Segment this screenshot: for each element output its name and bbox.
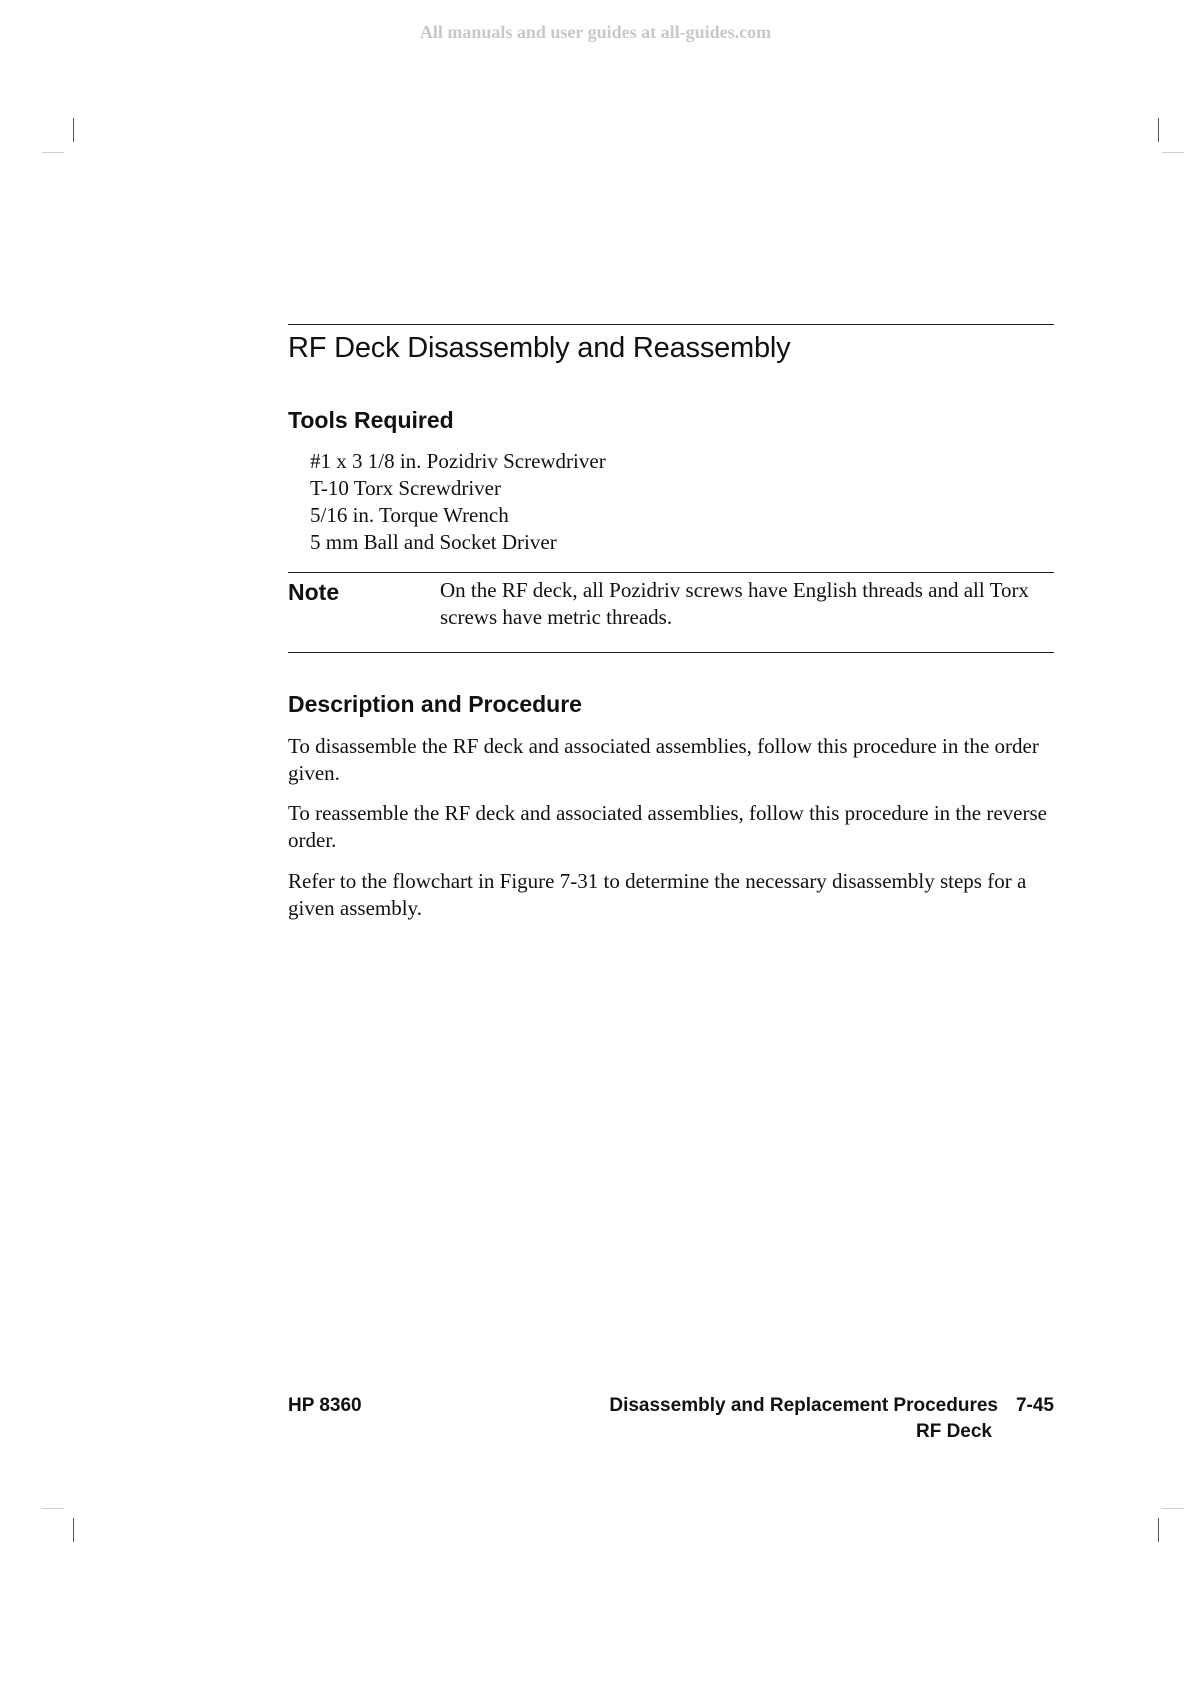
footer-chapter-page: [609, 1394, 1054, 1418]
tool-item: #1 x 3 1/8 in. Pozidriv Screwdriver: [310, 449, 606, 473]
crop-mark-bottom-right: [1158, 1518, 1159, 1542]
note-text: On the RF deck, all Pozidriv screws have English threads and all Torx screws have metric threads.: [440, 578, 1029, 629]
description-paragraph: To disassemble the RF deck and associated assemblies, follow this procedure in the order given.: [288, 734, 1039, 785]
title-rule: [288, 324, 1054, 325]
footer-section: RF Deck: [915, 1421, 992, 1442]
tool-item: 5/16 in. Torque Wrench: [310, 503, 509, 527]
footer-chapter: Disassembly and Replacement Procedures: [609, 1395, 998, 1416]
page-title: RF Deck Disassembly and Reassembly: [288, 332, 791, 364]
note-top-rule: [288, 572, 1054, 573]
description-paragraph: To reassemble the RF deck and associated assemblies, follow this procedure in the reverse order.: [288, 801, 1047, 852]
crop-mark-bottom-left-h: [42, 1508, 64, 1509]
tools-heading: Tools Required: [288, 407, 454, 433]
crop-mark-bottom-right-h: [1162, 1508, 1184, 1509]
crop-mark-top-left: [73, 118, 74, 142]
description-heading: Description and Procedure: [288, 691, 582, 717]
tools-list: [310, 448, 606, 556]
note-label: Note: [288, 579, 340, 605]
crop-mark-top-left-h: [42, 152, 64, 153]
description-paragraph: Refer to the flowchart in Figure 7-31 to determine the necessary disassembly steps for a given assembly.: [288, 869, 1027, 920]
note-bottom-rule: [288, 652, 1054, 653]
crop-mark-top-right-h: [1162, 152, 1184, 153]
crop-mark-top-right: [1158, 118, 1159, 142]
tool-item: T-10 Torx Screwdriver: [310, 476, 501, 500]
watermark: All manuals and user guides at all-guides.com: [419, 22, 772, 42]
tool-item: 5 mm Ball and Socket Driver: [310, 530, 557, 554]
footer-page-number: 7-45: [1015, 1395, 1054, 1416]
footer-model: HP 8360: [288, 1395, 362, 1416]
crop-mark-bottom-left: [73, 1518, 74, 1542]
